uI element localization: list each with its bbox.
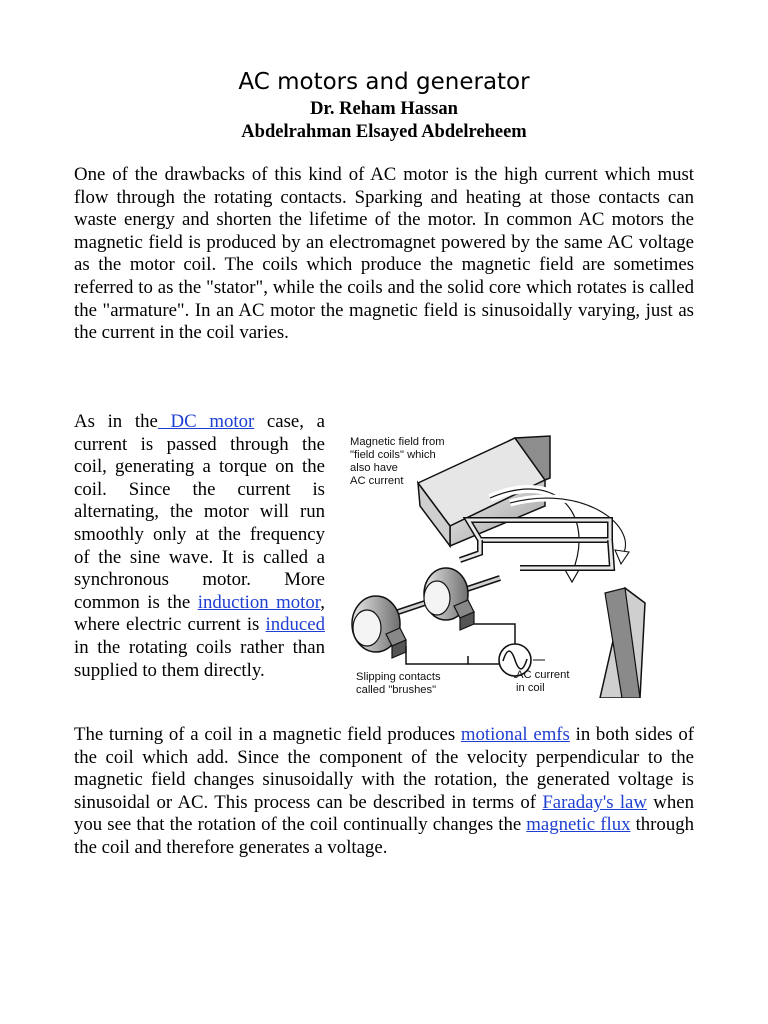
brushes-label: Slipping contacts <box>356 671 441 683</box>
document-title: AC motors and generator <box>238 69 530 95</box>
induction-motor-link[interactable]: induction motor <box>197 591 321 613</box>
ac-current-label: in coil <box>516 682 545 694</box>
paragraph-text: in the rotating coils rather than supplied to them directly. <box>74 636 325 681</box>
paragraph-text: As in the <box>74 411 158 432</box>
external-circuit <box>406 624 515 678</box>
paragraph-text: when you see that the rotation of the coil continually changes the <box>74 791 694 836</box>
dc-motor-link[interactable]: DC motor <box>157 411 255 432</box>
paragraph-text: , where electric current is <box>74 591 325 636</box>
magnetic-flux-link[interactable]: magnetic flux <box>526 814 631 836</box>
induced-link[interactable]: induced <box>265 614 325 636</box>
faradays-law-link[interactable]: Faraday's law <box>542 791 647 813</box>
ac-current-label: AC current <box>516 669 570 681</box>
brushes-label: called "brushes" <box>356 684 437 696</box>
paragraph-text: in both sides of the coil which add. Since the component of the velocity perpendicular to the magnetic field changes sinusoidally with the rotation, the generated voltage is sinusoidal or AC. This process can be described in terms of <box>74 724 694 813</box>
lower-field-magnet <box>600 588 645 698</box>
author-name: Abdelrahman Elsayed Abdelreheem <box>241 122 527 142</box>
field-label: Magnetic field from <box>350 436 445 448</box>
motional-emfs-link[interactable]: motional emfs <box>460 724 570 745</box>
field-label: also have <box>350 462 398 474</box>
ac-motor-diagram <box>340 428 650 698</box>
field-label: AC current <box>350 475 404 487</box>
paragraph-generator <box>74 724 694 860</box>
ac-motor-illustration <box>340 428 650 698</box>
paragraph-synchronous-motor <box>74 411 325 682</box>
paragraph-text: through the coil and therefore generates a voltage. <box>74 814 694 858</box>
paragraph-text: case, a current is passed through the coil, generating a torque on the coil. Since the current is alternating, the motor will run smoothly only at the frequency of the sine wave. It is called a synchronous motor. More common is the <box>74 411 325 613</box>
paragraph-drawbacks: One of the drawbacks of this kind of AC motor is the high current which must flow through the rotating contacts. Sparking and heating at those contacts can waste energy and shorten the lifetime of the motor. In common AC motors the magnetic field is produced by an electromagnet powered by the same AC voltage as the motor coil. The coils which produce the magnetic field are sometimes referred to as the "stator", while the coils and the solid core which rotates is called the "armature". In an AC motor the magnetic field is sinusoidally varying, just as the current in the coil varies. <box>74 164 694 344</box>
field-label: "field coils" which <box>350 449 436 461</box>
author-name: Dr. Reham Hassan <box>310 99 458 119</box>
paragraph-text: The turning of a coil in a magnetic field produces <box>74 724 461 745</box>
